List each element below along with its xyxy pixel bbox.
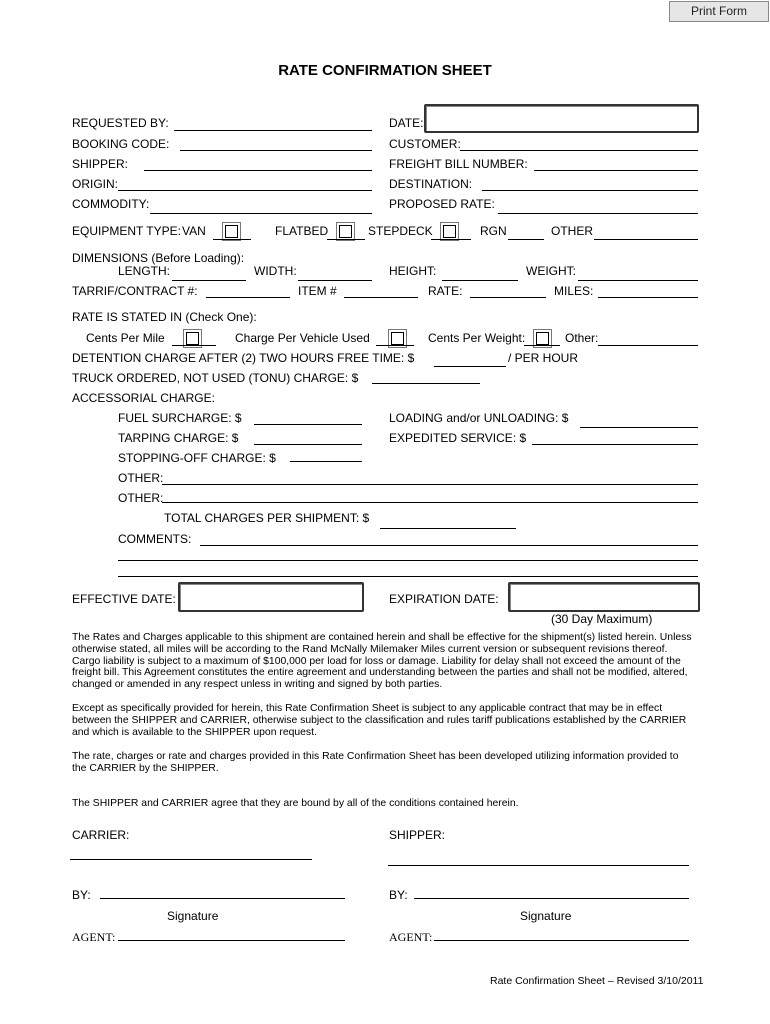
cents-per-weight-label: Cents Per Weight:: [428, 331, 526, 345]
flatbed-checkbox[interactable]: [339, 225, 352, 238]
carrier-label: CARRIER:: [72, 828, 130, 842]
signature-right-caption: Signature: [520, 909, 572, 923]
terms-paragraph-2: Except as specifically provided for herein, this Rate Confirmation Sheet is subject to any applicable contract that may be in effect between the SHIPPER and CARRIER, otherwise subject to the classification and rules tariff publications established by the CARRIER and which is available to the SHIPPER upon request.: [72, 703, 687, 738]
terms-paragraph-1: The Rates and Charges applicable to this shipment are contained herein and shall be effective for the shipment(s) listed herein. Unless otherwise stated, all miles will be according to the Rand McNally Milemaker Miles current version or subsequent revisions thereof. Cargo liability is subject to a maximum of $100,000 per load for loss or damage. Liability for delay shall not exceed the amount of the freight bill. This Agreement constitutes the entire agreement and understanding between the parties and shall not be modified, altered, changed or amended in any respect unless in writing and signed by both parties.: [72, 632, 692, 691]
page-title: RATE CONFIRMATION SHEET: [278, 62, 492, 79]
shipper-label: SHIPPER:: [72, 157, 129, 171]
van-checkbox[interactable]: [225, 225, 238, 238]
proposed-rate-input[interactable]: [498, 213, 698, 214]
rgn-input[interactable]: [508, 239, 544, 240]
other-rate-label: Other:: [565, 331, 599, 345]
item-label: ITEM #: [298, 284, 337, 298]
per-vehicle-checkbox[interactable]: [391, 332, 404, 345]
other-rate-input[interactable]: [598, 345, 698, 346]
thirty-day-note: (30 Day Maximum): [551, 612, 653, 626]
shipper-agent-input[interactable]: [434, 940, 689, 941]
dimensions-label: DIMENSIONS (Before Loading):: [72, 251, 245, 265]
width-input[interactable]: [298, 280, 372, 281]
other-equipment-label: OTHER: [551, 224, 593, 238]
weight-input[interactable]: [578, 280, 698, 281]
rate-label: RATE:: [428, 284, 463, 298]
width-label: WIDTH:: [254, 264, 297, 278]
agent-right-label: AGENT:: [389, 930, 433, 944]
cents-per-mile-checkbox[interactable]: [186, 332, 199, 345]
tarping-label: TARPING CHARGE: $: [118, 431, 239, 445]
by-right-label: BY:: [389, 888, 408, 902]
commodity-input[interactable]: [150, 213, 372, 214]
stopping-off-input[interactable]: [290, 461, 362, 462]
agent-left-label: AGENT:: [72, 930, 116, 944]
total-charges-label: TOTAL CHARGES PER SHIPMENT: $: [164, 511, 370, 525]
date-input[interactable]: [424, 104, 699, 133]
loading-input[interactable]: [580, 427, 698, 428]
tariff-input[interactable]: [206, 297, 290, 298]
rate-stated-label: RATE IS STATED IN (Check One):: [72, 310, 257, 324]
tariff-label: TARRIF/CONTRACT #:: [72, 284, 198, 298]
cents-per-mile-label: Cents Per Mile: [86, 331, 165, 345]
per-hour-label: / PER HOUR: [508, 351, 579, 365]
freight-bill-input[interactable]: [534, 170, 698, 171]
equipment-type-label: EQUIPMENT TYPE:: [72, 224, 181, 238]
detention-input[interactable]: [434, 366, 506, 367]
tonu-label: TRUCK ORDERED, NOT USED (TONU) CHARGE: $: [72, 371, 359, 385]
origin-label: ORIGIN:: [72, 177, 119, 191]
comments-line-3[interactable]: [118, 576, 698, 577]
loading-label: LOADING and/or UNLOADING: $: [389, 411, 569, 425]
van-underline: [213, 239, 251, 240]
shipper-input[interactable]: [144, 170, 372, 171]
print-form-button[interactable]: Print Form: [669, 1, 769, 22]
comments-line-2[interactable]: [118, 560, 698, 561]
miles-label: MILES:: [554, 284, 594, 298]
date-label: DATE:: [389, 116, 424, 130]
length-label: LENGTH:: [118, 264, 171, 278]
destination-input[interactable]: [482, 190, 698, 191]
carrier-signature-input[interactable]: [100, 898, 345, 899]
weight-label: WEIGHT:: [526, 264, 576, 278]
booking-code-label: BOOKING CODE:: [72, 137, 170, 151]
footer-revision: Rate Confirmation Sheet – Revised 3/10/2011: [490, 975, 704, 987]
terms-paragraph-3: The rate, charges or rate and charges provided in this Rate Confirmation Sheet has been developed utilizing information provided to the CARRIER by the SHIPPER.: [72, 751, 679, 774]
requested-by-input[interactable]: [174, 130, 372, 131]
height-label: HEIGHT:: [389, 264, 437, 278]
expedited-label: EXPEDITED SERVICE: $: [389, 431, 527, 445]
total-charges-input[interactable]: [380, 528, 516, 529]
effective-date-input[interactable]: [178, 582, 364, 612]
other1-input[interactable]: [162, 484, 698, 485]
per-vehicle-label: Charge Per Vehicle Used: [235, 331, 370, 345]
length-input[interactable]: [172, 280, 246, 281]
stepdeck-underline: [431, 239, 471, 240]
fuel-surcharge-label: FUEL SURCHARGE: $: [118, 411, 242, 425]
expiration-date-label: EXPIRATION DATE:: [389, 592, 499, 606]
flatbed-underline: [327, 239, 365, 240]
shipper-name-input[interactable]: [388, 865, 689, 866]
terms-paragraph-4: The SHIPPER and CARRIER agree that they are bound by all of the conditions contained herein.: [72, 798, 519, 809]
per-vehicle-underline: [376, 345, 414, 346]
cents-per-weight-checkbox[interactable]: [536, 332, 549, 345]
shipper-sign-label: SHIPPER:: [389, 828, 446, 842]
rate-input[interactable]: [470, 297, 546, 298]
stepdeck-label: STEPDECK: [368, 224, 433, 238]
commodity-label: COMMODITY:: [72, 197, 150, 211]
carrier-name-input[interactable]: [70, 859, 312, 860]
carrier-agent-input[interactable]: [118, 940, 345, 941]
other2-label: OTHER:: [118, 491, 164, 505]
stepdeck-checkbox[interactable]: [443, 225, 456, 238]
expiration-date-input[interactable]: [508, 582, 700, 612]
van-label: VAN: [182, 224, 206, 238]
by-left-label: BY:: [72, 888, 91, 902]
item-input[interactable]: [344, 297, 418, 298]
other2-input[interactable]: [162, 502, 698, 503]
accessorial-label: ACCESSORIAL CHARGE:: [72, 391, 215, 405]
destination-label: DESTINATION:: [389, 177, 473, 191]
fuel-surcharge-input[interactable]: [254, 424, 362, 425]
other-equipment-input[interactable]: [594, 239, 698, 240]
tarping-input[interactable]: [254, 444, 362, 445]
height-input[interactable]: [442, 280, 518, 281]
other1-label: OTHER:: [118, 471, 164, 485]
tonu-input[interactable]: [372, 383, 480, 384]
freight-bill-label: FREIGHT BILL NUMBER:: [389, 157, 528, 171]
origin-input[interactable]: [118, 190, 372, 191]
booking-code-input[interactable]: [180, 150, 372, 151]
customer-input[interactable]: [460, 150, 698, 151]
flatbed-label: FLATBED: [275, 224, 329, 238]
comments-line-1[interactable]: [200, 545, 698, 546]
effective-date-label: EFFECTIVE DATE:: [72, 592, 176, 606]
cents-per-weight-underline: [524, 345, 560, 346]
signature-left-caption: Signature: [167, 909, 219, 923]
customer-label: CUSTOMER:: [389, 137, 461, 151]
miles-input[interactable]: [598, 297, 698, 298]
cents-per-mile-underline: [172, 345, 216, 346]
proposed-rate-label: PROPOSED RATE:: [389, 197, 495, 211]
comments-label: COMMENTS:: [118, 532, 192, 546]
requested-by-label: REQUESTED BY:: [72, 116, 169, 130]
shipper-signature-input[interactable]: [414, 898, 689, 899]
stopping-off-label: STOPPING-OFF CHARGE: $: [118, 451, 276, 465]
expedited-input[interactable]: [532, 444, 698, 445]
rgn-label: RGN: [480, 224, 507, 238]
detention-label: DETENTION CHARGE AFTER (2) TWO HOURS FREE TIME: $: [72, 351, 415, 365]
